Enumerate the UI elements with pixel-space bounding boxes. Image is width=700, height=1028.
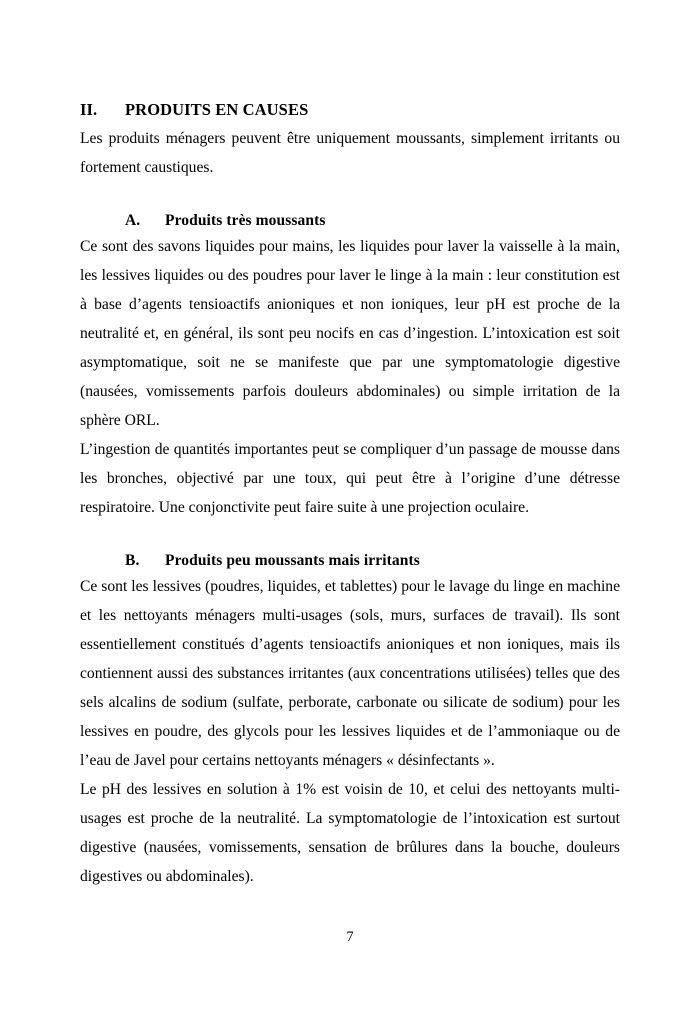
subsection-title-a: Produits très moussants	[165, 211, 326, 229]
paragraph-a-2: L’ingestion de quantités importantes peut se compliquer d’un passage de mousse dans les bronches, objectivé par une toux, qui peut être à l’origine d’une détresse respiratoire. Une conjonctivite peut faire suite à une projection oculaire.	[80, 441, 620, 517]
section-number: II.	[80, 100, 98, 119]
subsection-heading-b	[80, 549, 620, 572]
section-title-text: PRODUITS EN CAUSES	[125, 100, 309, 119]
page-number: 7	[346, 929, 354, 945]
paragraph-b-2: Le pH des lessives en solution à 1% est voisin de 10, et celui des nettoyants multi-usages est proche de la neutralité. La symptomatologie de l’intoxication est surtout digestive (nausées, vomissements, sensation de brûlures dans la bouche, douleurs digestives ou abdominales).	[80, 781, 620, 886]
subsection-letter-b: B.	[125, 552, 140, 570]
paragraph-a-1: Ce sont des savons liquides pour mains, les liquides pour laver la vaisselle à la main, les lessives liquides ou des poudres pour laver le linge à la main : leur constitution est à base d’agents tensioactifs anioniques et non ioniques, leur pH est proche de la neutralité et, en général, ils sont peu nocifs en cas d’ingestion. L’intoxication est soit asymptomatique, soit ne se manifeste que par une symptomatologie digestive (nausées, vomissements parfois douleurs abdominales) ou simple irritation de la sphère ORL.	[80, 238, 620, 430]
subsection-letter-a: A.	[125, 211, 141, 229]
subsection-heading-a	[80, 209, 620, 232]
page-content	[80, 98, 620, 891]
section-heading-ii	[80, 98, 620, 122]
paragraph-b-1: Ce sont les lessives (poudres, liquides, et tablettes) pour le lavage du linge en machine et les nettoyants ménagers multi-usages (sols, murs, surfaces de travail). Ils sont essentiellement constitués d’agents tensioactifs anioniques et non ioniques, mais ils contiennent aussi des substances irritantes (aux concentrations utilisées) telles que des sels alcalins de sodium (sulfate, perborate, carbonate ou silicate de sodium) pour les lessives en poudre, des glycols pour les lessives liquides et de l’ammoniaque ou de l’eau de Javel pour certains nettoyants ménagers « désinfectants ».	[80, 578, 620, 770]
intro-paragraph: Les produits ménagers peuvent être uniquement moussants, simplement irritants ou fortement caustiques.	[80, 129, 620, 176]
subsection-title-b: Produits peu moussants mais irritants	[165, 552, 420, 570]
